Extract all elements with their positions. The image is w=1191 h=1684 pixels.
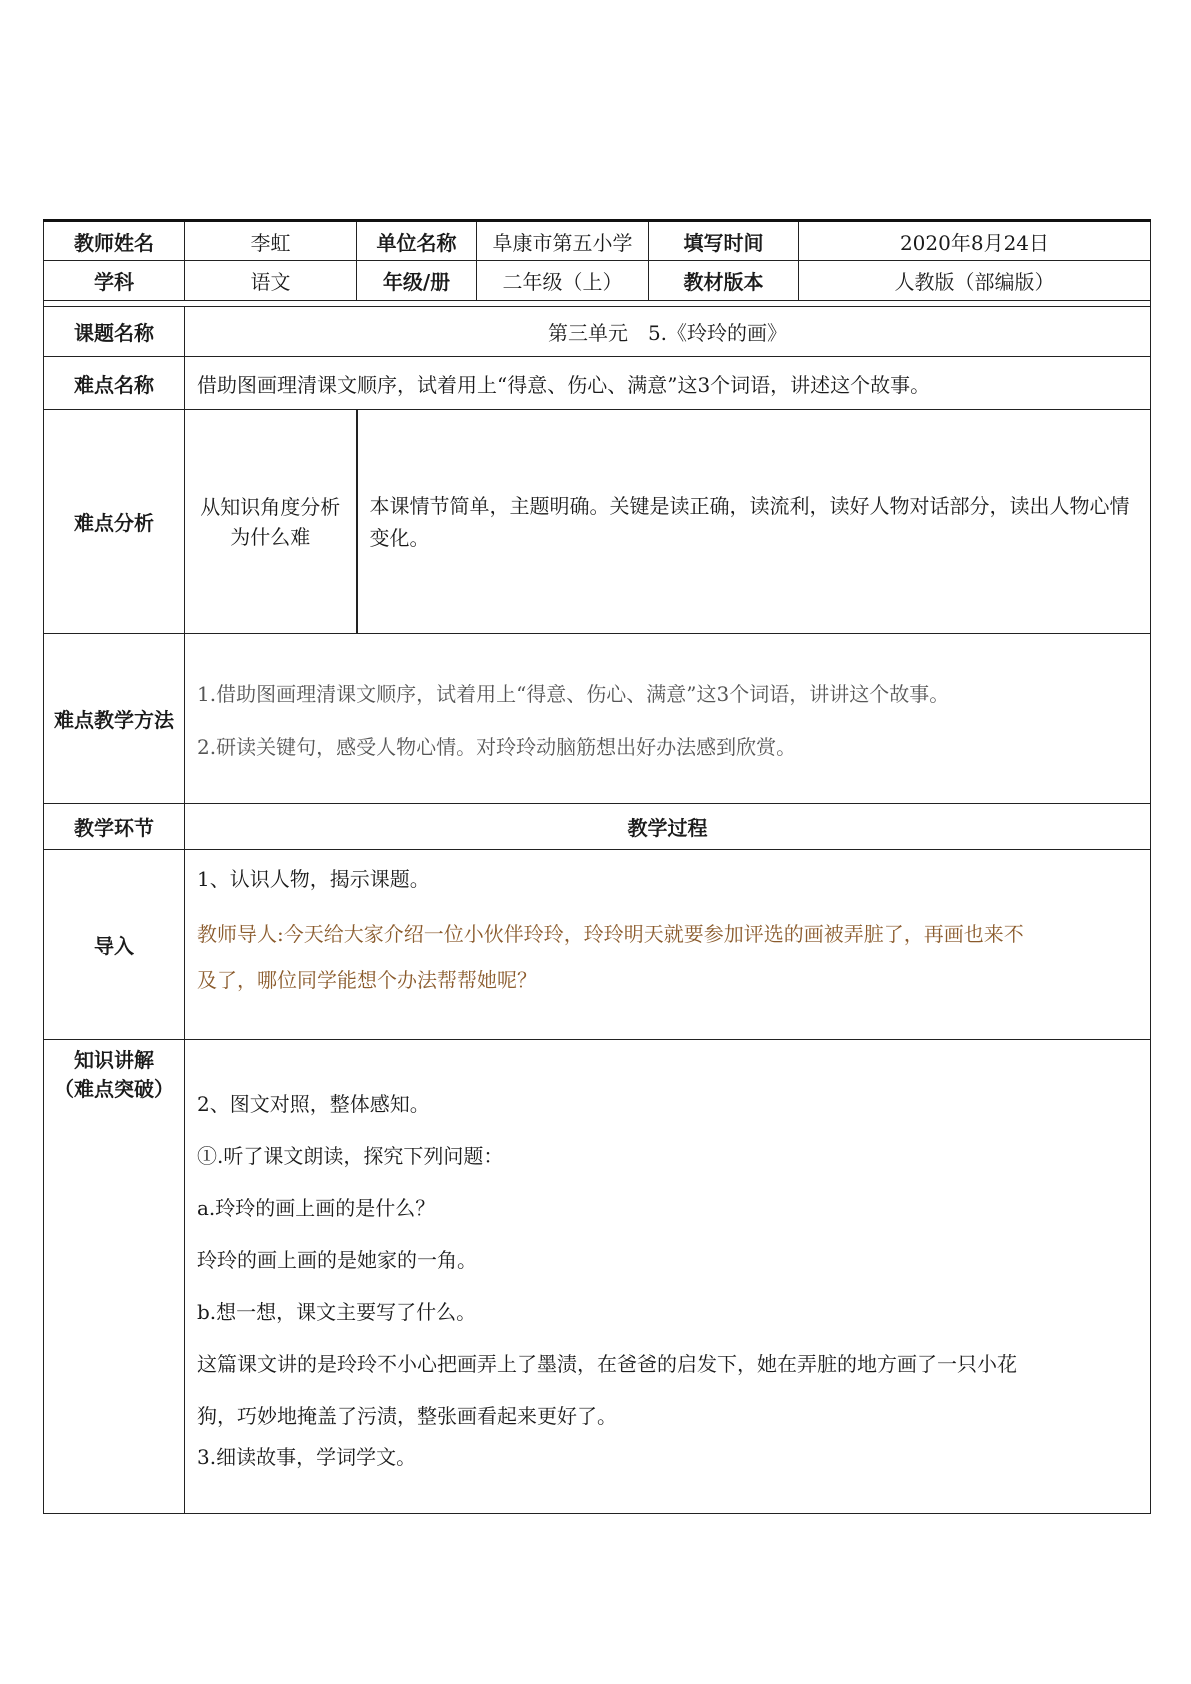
intro-line: 1、认识人物，揭示课题。 — [197, 867, 430, 891]
knowledge-line: ①.听了课文朗读，探究下列问题： — [197, 1144, 504, 1168]
analysis-sub-label-line1: 从知识角度分析 — [200, 494, 341, 519]
analysis-label: 难点分析 — [44, 410, 185, 634]
topic-label: 课题名称 — [44, 307, 185, 357]
analysis-value: 本课情节简单，主题明确。关键是读正确，读流利，读好人物对话部分，读出人物心情变化。 — [357, 410, 1151, 634]
unit-name-label: 单位名称 — [357, 221, 477, 261]
subject-value: 语文 — [185, 261, 357, 301]
knowledge-label — [44, 1040, 185, 1514]
knowledge-content — [185, 1040, 1151, 1514]
difficulty-label: 难点名称 — [44, 357, 185, 410]
intro-line: 及了，哪位同学能想个办法帮帮她呢？ — [197, 968, 537, 992]
topic-row — [44, 307, 1151, 357]
knowledge-row — [44, 1040, 1151, 1514]
intro-line: 教师导人:今天给大家介绍一位小伙伴玲玲，玲玲明天就要参加评选的画被弄脏了，再画也来不 — [197, 922, 1024, 946]
analysis-sub-label — [185, 410, 357, 634]
intro-row — [44, 850, 1151, 1040]
process-header-row — [44, 804, 1151, 850]
difficulty-row — [44, 357, 1151, 410]
grade-label: 年级/册 — [357, 261, 477, 301]
knowledge-line: a.玲玲的画上画的是什么？ — [197, 1196, 436, 1220]
header-row-2 — [44, 261, 1151, 301]
unit-name-value: 阜康市第五小学 — [477, 221, 649, 261]
knowledge-line: 玲玲的画上画的是她家的一角。 — [197, 1248, 477, 1272]
subject-label: 学科 — [44, 261, 185, 301]
difficulty-value: 借助图画理清课文顺序，试着用上“得意、伤心、满意”这3个词语，讲述这个故事。 — [185, 357, 1151, 410]
lesson-plan-table — [43, 219, 1151, 1514]
knowledge-line: 2、图文对照，整体感知。 — [197, 1092, 430, 1116]
knowledge-label-line1: 知识讲解 — [74, 1048, 154, 1072]
knowledge-line: 狗，巧妙地掩盖了污渍，整张画看起来更好了。 — [197, 1404, 617, 1428]
grade-value: 二年级（上） — [477, 261, 649, 301]
edition-value: 人教版（部编版） — [799, 261, 1151, 301]
method-item: 2.研读关键句，感受人物心情。对玲玲动脑筋想出好办法感到欣赏。 — [197, 734, 797, 759]
methods-label: 难点教学方法 — [44, 634, 185, 804]
knowledge-line: 这篇课文讲的是玲玲不小心把画弄上了墨渍，在爸爸的启发下，她在弄脏的地方画了一只小花 — [197, 1352, 1017, 1376]
topic-value: 第三单元 5.《玲玲的画》 — [185, 307, 1151, 357]
analysis-sub-label-line2: 为什么难 — [230, 524, 311, 549]
knowledge-line: b.想一想，课文主要写了什么。 — [197, 1300, 477, 1324]
intro-label: 导入 — [44, 850, 185, 1040]
fill-time-value: 2020年8月24日 — [799, 221, 1151, 261]
stage-header: 教学环节 — [44, 804, 185, 850]
knowledge-label-line2: （难点突破） — [54, 1077, 174, 1101]
method-item: 1.借助图画理清课文顺序，试着用上“得意、伤心、满意”这3个词语，讲讲这个故事。 — [197, 681, 950, 706]
process-header: 教学过程 — [185, 804, 1151, 850]
fill-time-label: 填写时间 — [649, 221, 799, 261]
teacher-name-label: 教师姓名 — [44, 221, 185, 261]
methods-content — [185, 634, 1151, 804]
teacher-name-value: 李虹 — [185, 221, 357, 261]
edition-label: 教材版本 — [649, 261, 799, 301]
knowledge-line: 3.细读故事，学词学文。 — [197, 1445, 417, 1469]
analysis-row — [44, 410, 1151, 634]
intro-content — [185, 850, 1151, 1040]
methods-row — [44, 634, 1151, 804]
header-row-1 — [44, 221, 1151, 261]
